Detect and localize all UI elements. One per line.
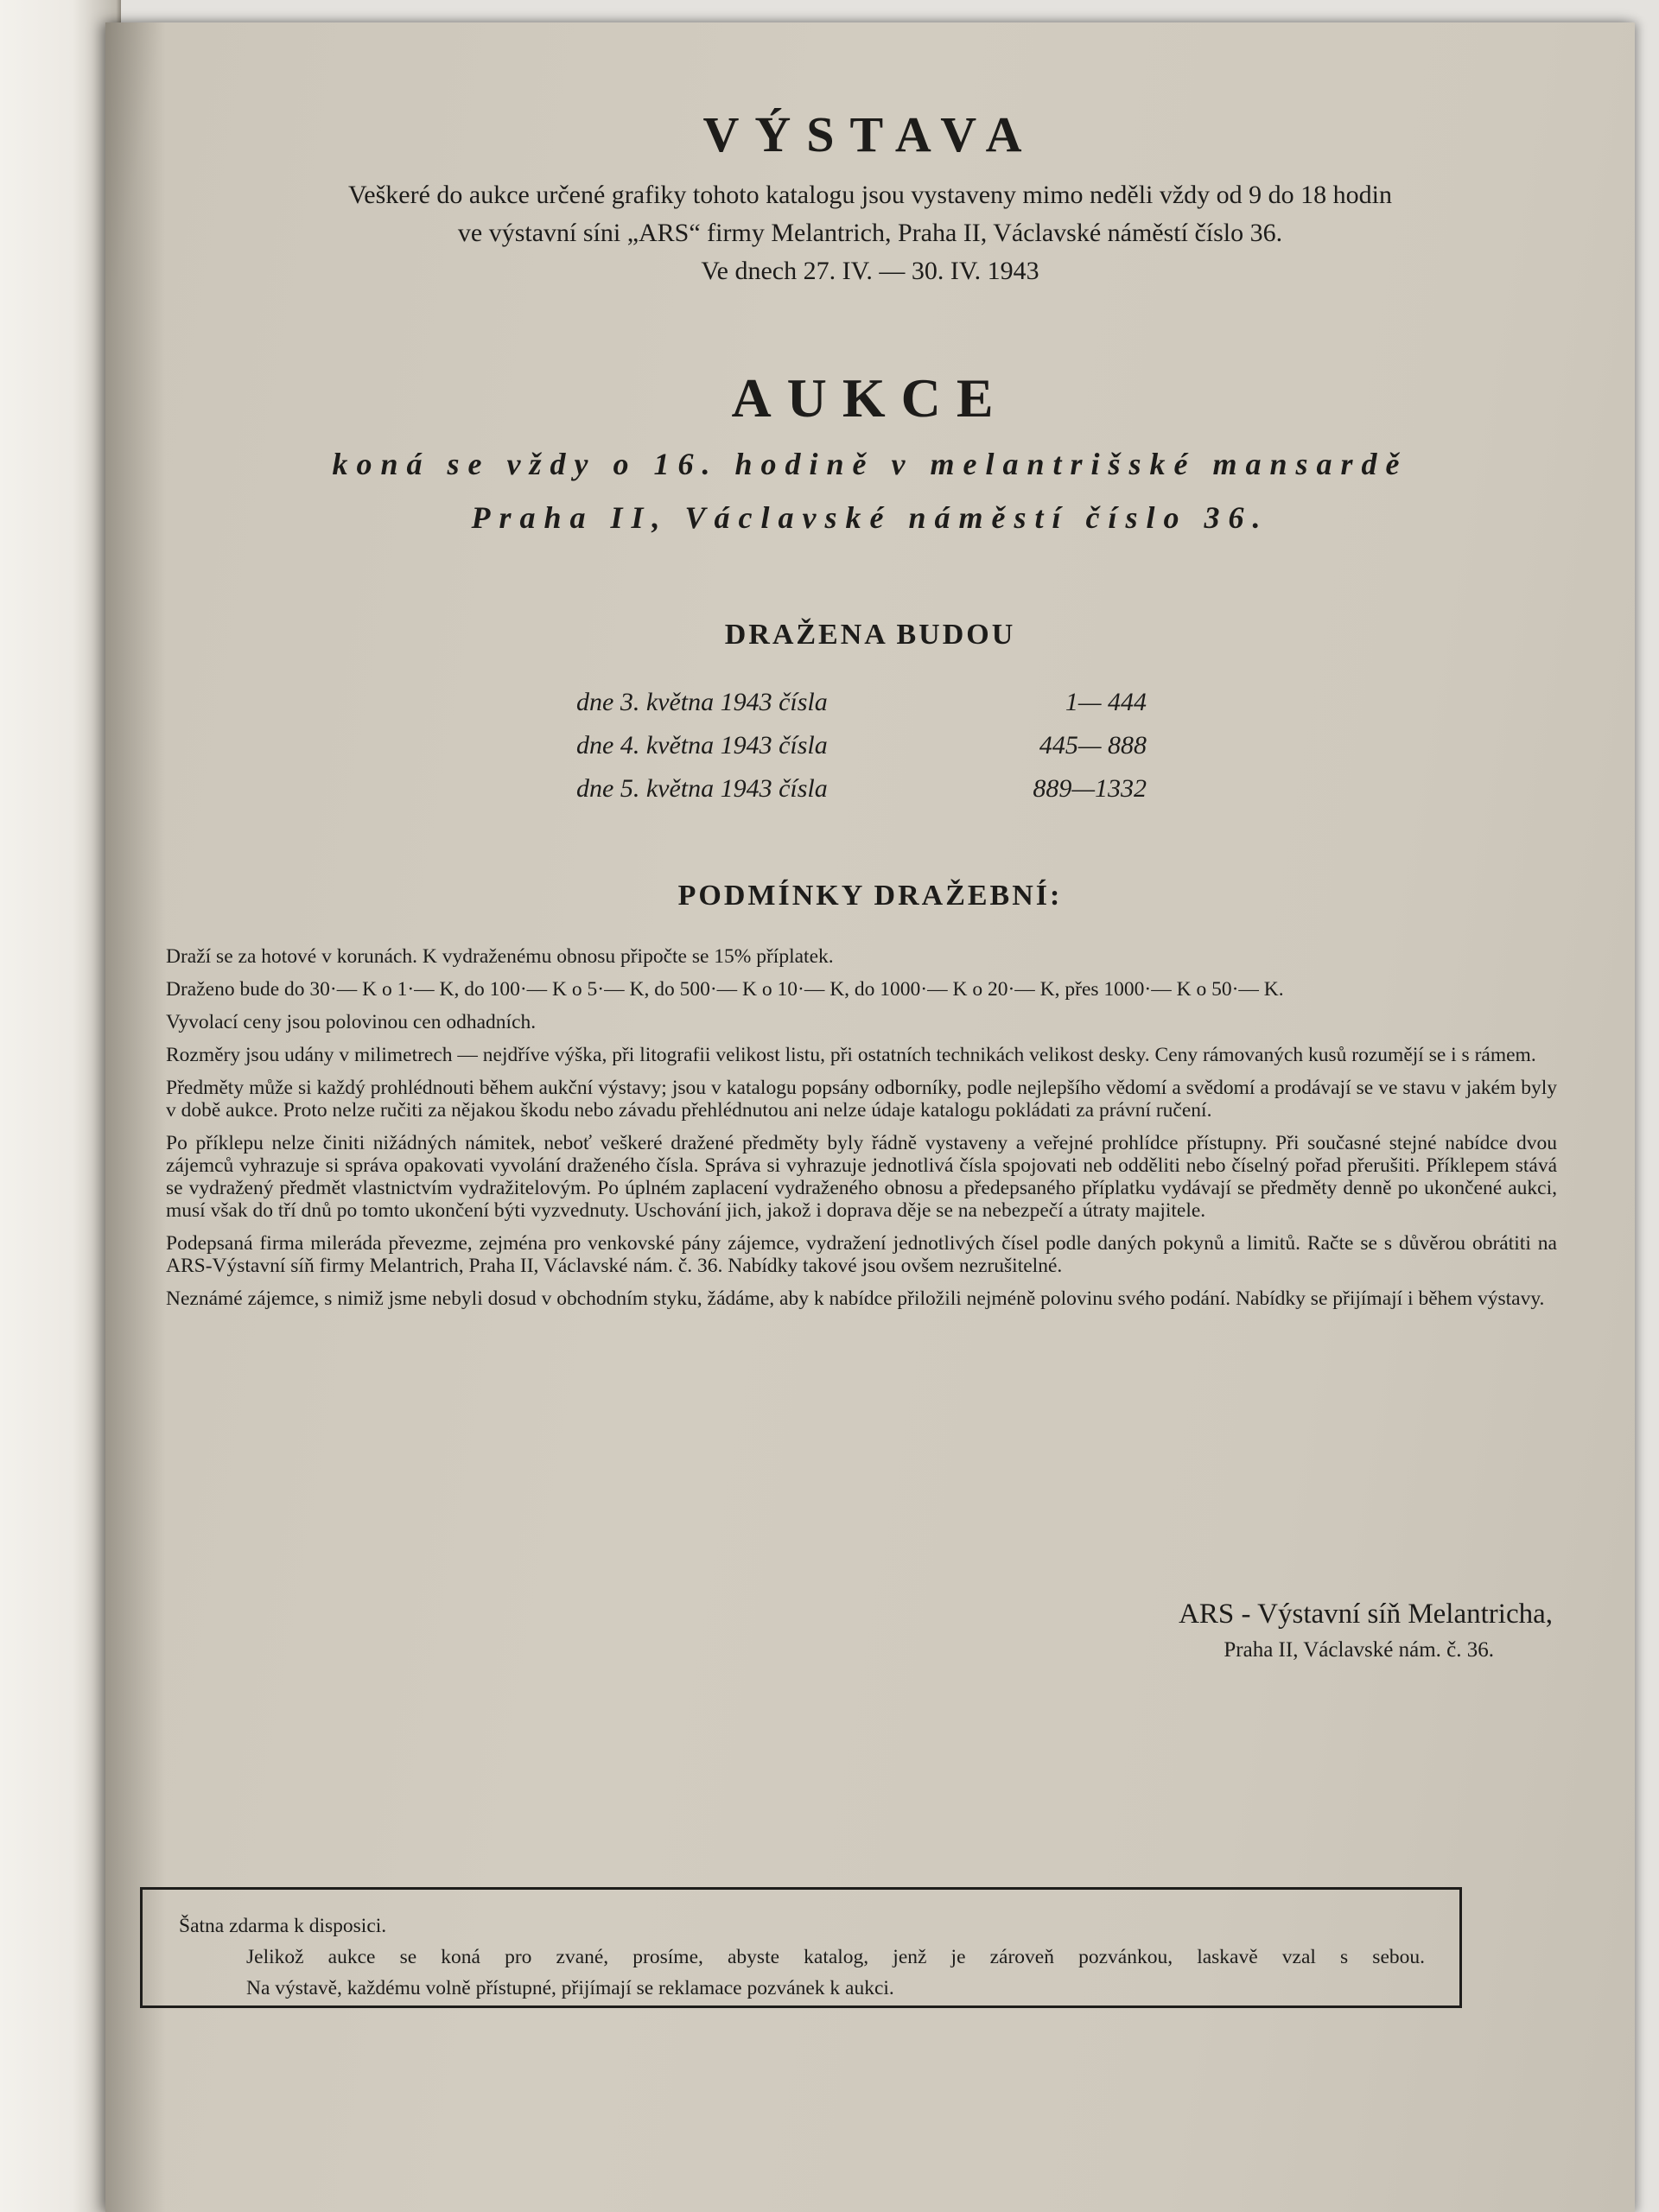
condition-paragraph: Vyvolací ceny jsou polovinou cen odhadních. <box>166 1011 537 1033</box>
notice-box <box>140 1887 1462 2008</box>
condition-paragraph: Po příklepu nelze činiti nižádných námitek, neboť veškeré dražené předměty byly řádně vystaveny a veřejné prohlídce přístupny. Při současné stejné nabídce dvou zájemců vyhrazuje si správa opakovati vyvolání draženého čísla. Správa si vyhrazuje jednotlivá čísla spojovati neb odděliti nebo číselný pořad přerušiti. Příklepem stává se vydražený předmět vlastnictvím vydražitelovým. Po úplném zaplacení vydraženého obnosu a předepsaného příplatku vydávají se předměty denně po ukončené aukci, musí však do tří dnů po tomto ukončení býti vyzvednuty. Uschování jich, jakož i doprava děje se na nebezpečí a útraty majitele. <box>166 1132 1557 1222</box>
vystava-title: VÝSTAVA <box>702 106 1038 162</box>
date-row <box>576 767 1181 810</box>
date-row <box>576 724 1181 767</box>
signature-address: Praha II, Václavské nám. č. 36. <box>1224 1638 1494 1662</box>
signature-name: ARS - Výstavní síň Melantricha, <box>1179 1599 1553 1630</box>
left-page-edge <box>0 0 121 2212</box>
aukce-line-1: koná se vždy o 16. hodině v melantrišské mansardě <box>332 447 1408 481</box>
date-label: dne 3. května 1943 čísla <box>576 688 828 716</box>
drazena-heading: DRAŽENA BUDOU <box>724 619 1016 651</box>
conditions-text <box>166 945 1557 1320</box>
aukce-title: AUKCE <box>731 367 1009 429</box>
aukce-text <box>175 437 1566 544</box>
condition-paragraph: Draží se za hotové v korunách. K vydraženému obnosu připočte se 15% příplatek. <box>166 945 834 968</box>
lot-range: 1— 444 <box>1065 688 1147 716</box>
notice-line-3: Na výstavě, každému volně přístupné, přijímají se reklamace pozvánek k aukci. <box>246 1977 894 1999</box>
date-label: dne 4. května 1943 čísla <box>576 731 828 760</box>
date-label: dne 5. května 1943 čísla <box>576 774 828 803</box>
lot-range: 889—1332 <box>1033 774 1147 803</box>
date-row <box>576 681 1181 724</box>
vystava-text <box>175 176 1566 290</box>
conditions-heading: PODMÍNKY DRAŽEBNÍ: <box>677 880 1063 912</box>
vystava-line-3: Ve dnech 27. IV. — 30. IV. 1943 <box>701 257 1039 285</box>
notice-line-2: Jelikož aukce se koná pro zvané, prosíme, abyste katalog, jenž je zároveň pozvánkou, laskavě vzal s sebou. <box>246 1946 1425 1968</box>
condition-paragraph: Draženo bude do 30·— K o 1·— K, do 100·— K o 5·— K, do 500·— K o 10·— K, do 1000·— K o 20·— K, přes 1000·— K o 50·— K. <box>166 978 1284 1001</box>
catalog-page <box>105 22 1635 2212</box>
aukce-line-2: Praha II, Václavské náměstí číslo 36. <box>471 500 1269 535</box>
notice-line-1: Šatna zdarma k disposici. <box>179 1915 387 1937</box>
vystava-line-1: Veškeré do aukce určené grafiky tohoto katalogu jsou vystaveny mimo neděli vždy od 9 do 18 hodin <box>347 181 1393 209</box>
auction-dates <box>576 681 1181 810</box>
lot-range: 445— 888 <box>1039 731 1147 760</box>
spine-shadow <box>105 22 166 2212</box>
condition-paragraph: Předměty může si každý prohlédnouti během aukční výstavy; jsou v katalogu popsány odborníky, podle nejlepšího vědomí a svědomí a prodávají se ve stavu v jakém byly v době aukce. Proto nelze ručiti za nějakou škodu nebo závadu přehlédnutou ani nelze údaje katalogu pokládati za právní ručení. <box>166 1077 1557 1122</box>
condition-paragraph: Podepsaná firma mileráda převezme, zejména pro venkovské pány zájemce, vydražení jednotlivých čísel podle daných pokynů a limitů. Račte se s důvěrou obrátiti na ARS-Výstavní síň firmy Melantrich, Praha II, Václavské nám. č. 36. Nabídky takové jsou ovšem nezrušitelné. <box>166 1232 1557 1277</box>
vystava-line-2: ve výstavní síni „ARS“ firmy Melantrich, Praha II, Václavské náměstí číslo 36. <box>457 219 1283 247</box>
signature-block <box>1179 1595 1553 1668</box>
condition-paragraph: Neznámé zájemce, s nimiž jsme nebyli dosud v obchodním styku, žádáme, aby k nabídce přiložili nejméně polovinu svého podání. Nabídky se přijímají i během výstavy. <box>166 1287 1545 1310</box>
condition-paragraph: Rozměry jsou udány v milimetrech — nejdříve výška, při litografii velikost listu, při ostatních technikách velikost desky. Ceny rámovaných kusů rozumějí se i s rámem. <box>166 1044 1536 1066</box>
